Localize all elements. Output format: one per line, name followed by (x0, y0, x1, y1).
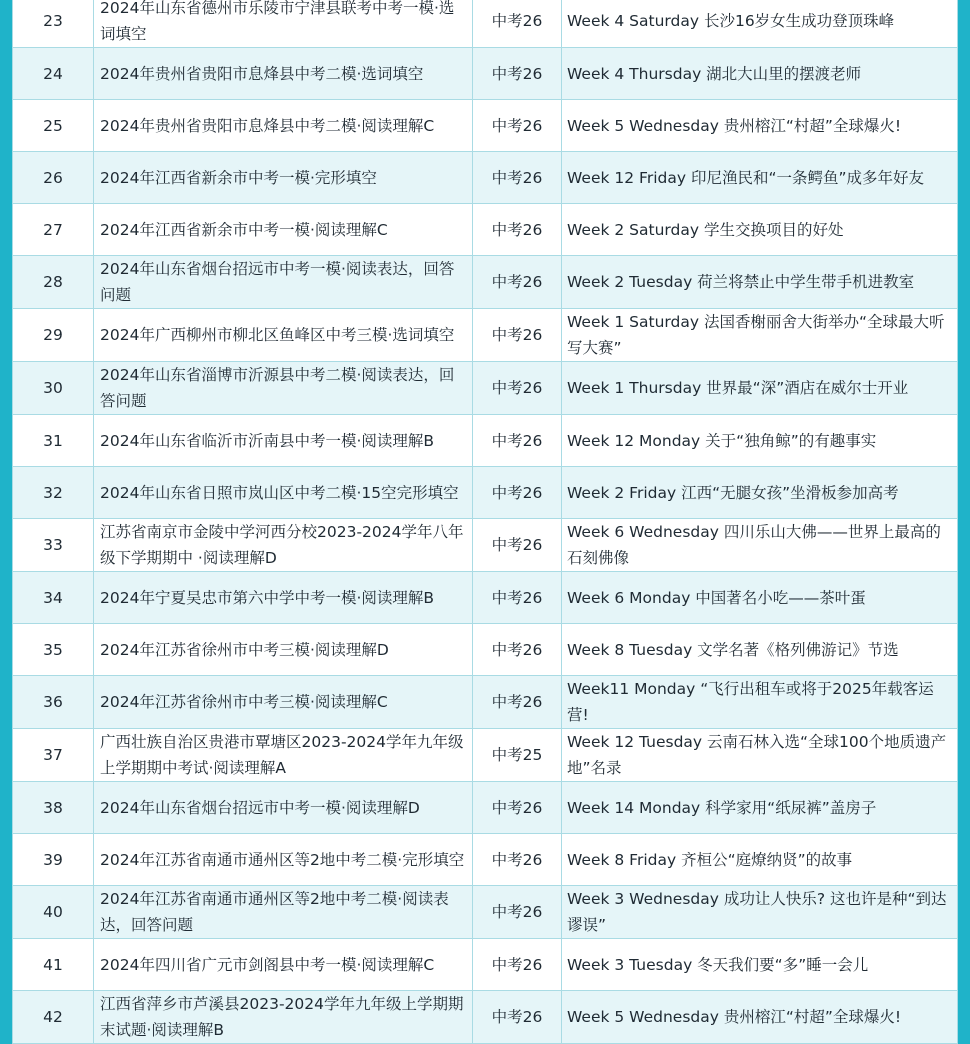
source-cell: 2024年山东省德州市乐陵市宁津县联考中考一模·选词填空 (94, 0, 473, 48)
source-cell: 2024年山东省临沂市沂南县中考一模·阅读理解B (94, 415, 473, 467)
topic-cell: Week 4 Saturday 长沙16岁女生成功登顶珠峰 (562, 0, 958, 48)
source-cell: 2024年江苏省徐州市中考三模·阅读理解C (94, 676, 473, 729)
row-number: 37 (13, 729, 94, 782)
table-row (13, 415, 958, 467)
table-row (13, 834, 958, 886)
topic-cell: Week 8 Friday 齐桓公“庭燎纳贤”的故事 (562, 834, 958, 886)
source-cell: 2024年山东省烟台招远市中考一模·阅读理解D (94, 782, 473, 834)
table-row (13, 204, 958, 256)
grade-cell: 中考26 (473, 886, 562, 939)
grade-cell: 中考26 (473, 624, 562, 676)
grade-cell: 中考26 (473, 519, 562, 572)
topic-cell: Week 4 Thursday 湖北大山里的摆渡老师 (562, 48, 958, 100)
grade-cell: 中考26 (473, 309, 562, 362)
grade-cell: 中考26 (473, 415, 562, 467)
source-cell: 江苏省南京市金陵中学河西分校2023-2024学年八年级下学期期中 ·阅读理解D (94, 519, 473, 572)
row-number: 30 (13, 362, 94, 415)
grade-cell: 中考26 (473, 152, 562, 204)
grade-cell: 中考26 (473, 572, 562, 624)
row-number: 42 (13, 991, 94, 1044)
topic-cell: Week 6 Monday 中国著名小吃——茶叶蛋 (562, 572, 958, 624)
topic-cell: Week 1 Saturday 法国香榭丽舍大街举办“全球最大听写大赛” (562, 309, 958, 362)
row-number: 23 (13, 0, 94, 48)
grade-cell: 中考26 (473, 0, 562, 48)
reading-source-table (12, 0, 958, 1044)
table-row (13, 309, 958, 362)
row-number: 33 (13, 519, 94, 572)
row-number: 35 (13, 624, 94, 676)
grade-cell: 中考25 (473, 729, 562, 782)
table-row (13, 624, 958, 676)
row-number: 34 (13, 572, 94, 624)
row-number: 29 (13, 309, 94, 362)
table-row (13, 467, 958, 519)
row-number: 38 (13, 782, 94, 834)
source-cell: 2024年四川省广元市剑阁县中考一模·阅读理解C (94, 939, 473, 991)
document-page (12, 0, 958, 1044)
topic-cell: Week 8 Tuesday 文学名著《格列佛游记》节选 (562, 624, 958, 676)
table-row (13, 100, 958, 152)
table-row (13, 782, 958, 834)
source-cell: 广西壮族自治区贵港市覃塘区2023-2024学年九年级上学期期中考试·阅读理解A (94, 729, 473, 782)
source-cell: 2024年江苏省南通市通州区等2地中考二模·阅读表达，回答问题 (94, 886, 473, 939)
table-row (13, 939, 958, 991)
grade-cell: 中考26 (473, 256, 562, 309)
table-row (13, 729, 958, 782)
source-cell: 2024年宁夏吴忠市第六中学中考一模·阅读理解B (94, 572, 473, 624)
row-number: 28 (13, 256, 94, 309)
row-number: 24 (13, 48, 94, 100)
topic-cell: Week 5 Wednesday 贵州榕江“村超”全球爆火! (562, 100, 958, 152)
topic-cell: Week 3 Wednesday 成功让人快乐? 这也许是种“到达谬误” (562, 886, 958, 939)
grade-cell: 中考26 (473, 939, 562, 991)
row-number: 36 (13, 676, 94, 729)
table-row (13, 152, 958, 204)
grade-cell: 中考26 (473, 991, 562, 1044)
topic-cell: Week 2 Tuesday 荷兰将禁止中学生带手机进教室 (562, 256, 958, 309)
grade-cell: 中考26 (473, 48, 562, 100)
source-cell: 2024年贵州省贵阳市息烽县中考二模·阅读理解C (94, 100, 473, 152)
source-cell: 2024年山东省日照市岚山区中考二模·15空完形填空 (94, 467, 473, 519)
source-cell: 2024年江西省新余市中考一模·完形填空 (94, 152, 473, 204)
grade-cell: 中考26 (473, 362, 562, 415)
table-row (13, 676, 958, 729)
source-cell: 2024年江苏省徐州市中考三模·阅读理解D (94, 624, 473, 676)
row-number: 25 (13, 100, 94, 152)
table-row (13, 362, 958, 415)
topic-cell: Week 12 Tuesday 云南石林入选“全球100个地质遗产地”名录 (562, 729, 958, 782)
topic-cell: Week 6 Wednesday 四川乐山大佛——世界上最高的石刻佛像 (562, 519, 958, 572)
grade-cell: 中考26 (473, 204, 562, 256)
grade-cell: 中考26 (473, 676, 562, 729)
source-cell: 2024年广西柳州市柳北区鱼峰区中考三模·选词填空 (94, 309, 473, 362)
topic-cell: Week 12 Friday 印尼渔民和“一条鳄鱼”成多年好友 (562, 152, 958, 204)
row-number: 31 (13, 415, 94, 467)
table-row (13, 519, 958, 572)
source-cell: 2024年贵州省贵阳市息烽县中考二模·选词填空 (94, 48, 473, 100)
source-cell: 江西省萍乡市芦溪县2023-2024学年九年级上学期期末试题·阅读理解B (94, 991, 473, 1044)
topic-cell: Week 12 Monday 关于“独角鲸”的有趣事实 (562, 415, 958, 467)
row-number: 39 (13, 834, 94, 886)
table-row (13, 0, 958, 48)
topic-cell: Week 2 Saturday 学生交换项目的好处 (562, 204, 958, 256)
topic-cell: Week 14 Monday 科学家用“纸尿裤”盖房子 (562, 782, 958, 834)
source-cell: 2024年江苏省南通市通州区等2地中考二模·完形填空 (94, 834, 473, 886)
row-number: 32 (13, 467, 94, 519)
table-body (13, 0, 958, 1044)
row-number: 27 (13, 204, 94, 256)
row-number: 40 (13, 886, 94, 939)
topic-cell: Week11 Monday “飞行出租车或将于2025年载客运营! (562, 676, 958, 729)
row-number: 26 (13, 152, 94, 204)
table-row (13, 572, 958, 624)
source-cell: 2024年山东省淄博市沂源县中考二模·阅读表达，回答问题 (94, 362, 473, 415)
topic-cell: Week 5 Wednesday 贵州榕江“村超”全球爆火! (562, 991, 958, 1044)
table-row (13, 48, 958, 100)
source-cell: 2024年江西省新余市中考一模·阅读理解C (94, 204, 473, 256)
table-row (13, 256, 958, 309)
source-cell: 2024年山东省烟台招远市中考一模·阅读表达，回答问题 (94, 256, 473, 309)
grade-cell: 中考26 (473, 834, 562, 886)
topic-cell: Week 3 Tuesday 冬天我们要“多”睡一会儿 (562, 939, 958, 991)
topic-cell: Week 2 Friday 江西“无腿女孩”坐滑板参加高考 (562, 467, 958, 519)
topic-cell: Week 1 Thursday 世界最“深”酒店在威尔士开业 (562, 362, 958, 415)
grade-cell: 中考26 (473, 100, 562, 152)
row-number: 41 (13, 939, 94, 991)
grade-cell: 中考26 (473, 782, 562, 834)
table-row (13, 991, 958, 1044)
table-row (13, 886, 958, 939)
grade-cell: 中考26 (473, 467, 562, 519)
